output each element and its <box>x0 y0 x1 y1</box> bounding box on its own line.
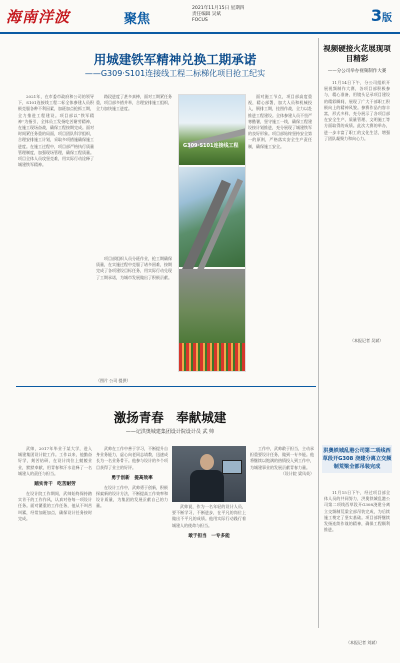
feature-portrait-photo <box>172 446 246 502</box>
feature-col2-text: 武帅在工作中善于学习，不断提升自身业务能力，虚心向老同志请教，迅速成长为一名业务骨干。他参与设计的多个项目获得了业主的好评。 <box>96 446 168 470</box>
page-number <box>371 6 392 25</box>
feature-col4-text: 工作中，武帅敢于担当，主动承担重要设计任务，做到一专多能。他将继续以饱满的热情投入到工作中，为城建事业的发展贡献青春力量。 <box>250 446 314 470</box>
lead-column-3: 面对施工节点，项目部高度重视，精心部署，加大人员和机械投入，倒排工期，挂图作战，全力以赴推进工程建设。全体参建人员不畏严寒酷暑，坚守施工一线，确保工程建设按计划推进，充分展现了城建铁军的良好形象。项目部始终坚持安全第一的原则，严格落实安全生产责任制，确保施工安全。 <box>248 94 312 149</box>
dateline-editor: 责任编辑 吴斌 <box>192 12 222 17</box>
sidebar1-body: 11月14日下午，分公司组织开展视频制作大赛，各项目部积极参与，精心准备，用镜头记录项目建设的精彩瞬间，展现了广大干部职工积极向上的精神风貌。参赛作品内容丰富，形式多样，充分展示了各项目部在安全生产、质量管理、文明施工等方面取得的成绩。此次大赛的举办，进一步丰富了职工的文化生活，增强了团队凝聚力和向心力。 <box>324 80 390 141</box>
photo-caption: （图片 公司 提供） <box>96 378 131 383</box>
feature-headline: 激扬青春 奉献城建 <box>113 410 227 425</box>
feature-column-4 <box>250 446 314 648</box>
lead-column-2b: 项目部组织人员分班作业，抢工期确保质量，在实施过程中克服了诸多困难，按期完成了各项建设目标任务，用实际行动兑现了工期承诺，为城市发展做出了积极贡献。 <box>96 256 172 280</box>
feature-col1b-text: 在设计院工作期间，武帅始终保持踏实肯干的工作作风，认真对待每一项设计任务。面对繁重的工作任务，他从不叫苦叫累，经常加班加点，确保设计任务按时完成。 <box>18 491 92 521</box>
dateline-date: 2021年11月15日 星期四 <box>192 6 245 11</box>
feature-column-1 <box>18 446 92 648</box>
sidebar1-headline: 视频硬接火花展现项目精彩 <box>323 44 391 63</box>
dateline <box>192 6 244 24</box>
feature-column-2 <box>96 446 168 648</box>
photo-highway-curve <box>179 167 246 267</box>
feature-subhead-1: 踏实肯干 吃苦耐劳 <box>34 482 76 488</box>
lead-headline: 用城建铁军精神兑换工期承诺 <box>93 52 257 67</box>
feature-column-3 <box>172 504 246 648</box>
lead-column-1: 2021年，在市委市政府和公司的领导下，S101连接线工程二标全体参建人员积极克服各种不利因素，加班加点抢抓工期，全力推进工程建设。项目部以“铁军精神”为指引，全体员工发扬吃苦耐劳精神，在施工现场奋战，确保工程按期完成。面对时间紧任务重的局面，项目团队科学组织，合理安排施工计划，采取多项措施确保施工进度。在施工过程中，项目部严格执行质量管理制度，加强现场管理，确保工程质量。项目全体人员攻坚克难，用实际行动诠释了城建铁军精神。 <box>18 94 94 168</box>
page-number-value: 3 <box>370 6 382 25</box>
sidebar2-signature: （本报记者 刘斌） <box>346 640 380 645</box>
photo-label: G309·S101连接线工程 <box>183 143 239 149</box>
photo-flower-median <box>179 269 246 372</box>
newspaper-logo: 海南洋波 <box>6 8 71 26</box>
person-body <box>190 470 224 502</box>
flower-bed <box>179 343 246 372</box>
section-title: 聚焦 <box>124 12 151 27</box>
lead-column-2: 路段进度了甚多真棒，面对工期紧任务重，项目部多措并举，合理安排施工组织，全力加快施工进度。 <box>96 94 172 112</box>
photo-aerial-road <box>179 95 246 165</box>
sidebar2-body: 11月15日下午，经过项目部全体人员的共同努力，洪奥铁城乱港公司第二项线西草段开G308浇建分离立交频制荒梁全部吊装完成，为后续施工奠定了坚实基础。项目部将继续发扬连续作战的精神，确保工程顺利推进。 <box>324 490 390 533</box>
sidebar1-signature: （本报记者 吴斌） <box>350 338 384 343</box>
section-divider <box>16 386 316 387</box>
feature-subheadline: ——记洪奥城建集团设计院设计员 武 帅 <box>125 429 215 435</box>
feature-signature: （设计院 梁凤英） <box>280 470 314 476</box>
dateline-section-en: FOCUS <box>192 18 208 23</box>
sidebar2-headline: 洪奥铁城乱港公司第二项线西草段开G308 浇建分离立交频制荒梁全部吊装完成 <box>322 445 392 473</box>
page-number-unit: 版 <box>382 13 392 24</box>
person-head <box>200 454 214 470</box>
feature-col2b-text: 在设计工作中，武帅勇于创新，积极探索新的设计方法，不断提高工作效率和设计质量，为集团的发展贡献自己的力量。 <box>96 484 168 509</box>
feature-col1-text: 武帅，2017年毕业于某大学，进入城建集团设计院工作。工作以来，他勤奋好学，刻苦钻研，在设计岗位上兢兢业业，默默奉献，用青春和汗水诠释了一名城建人的责任与担当。 <box>18 446 92 476</box>
feature-col3-text: 武帅说，作为一名年轻的设计人员，要不断学习，不断进步，在平凡的岗位上做出不平凡的成绩。他用实际行动践行着城建人的使命与担当。 <box>172 504 246 528</box>
sidebar1-subheadline: ——分公司举办视频制作大赛 <box>327 69 387 74</box>
lead-photo-stack <box>178 94 246 372</box>
feature-subhead-3: 敢于担当 一专多能 <box>188 533 230 539</box>
monitor-screen <box>222 460 242 474</box>
lead-subheadline: ——G309·S101连接线工程二标梯化项目抢工纪实 <box>84 69 266 78</box>
masthead <box>0 0 400 34</box>
feature-subhead-2: 勇于创新 提高效率 <box>111 475 153 481</box>
